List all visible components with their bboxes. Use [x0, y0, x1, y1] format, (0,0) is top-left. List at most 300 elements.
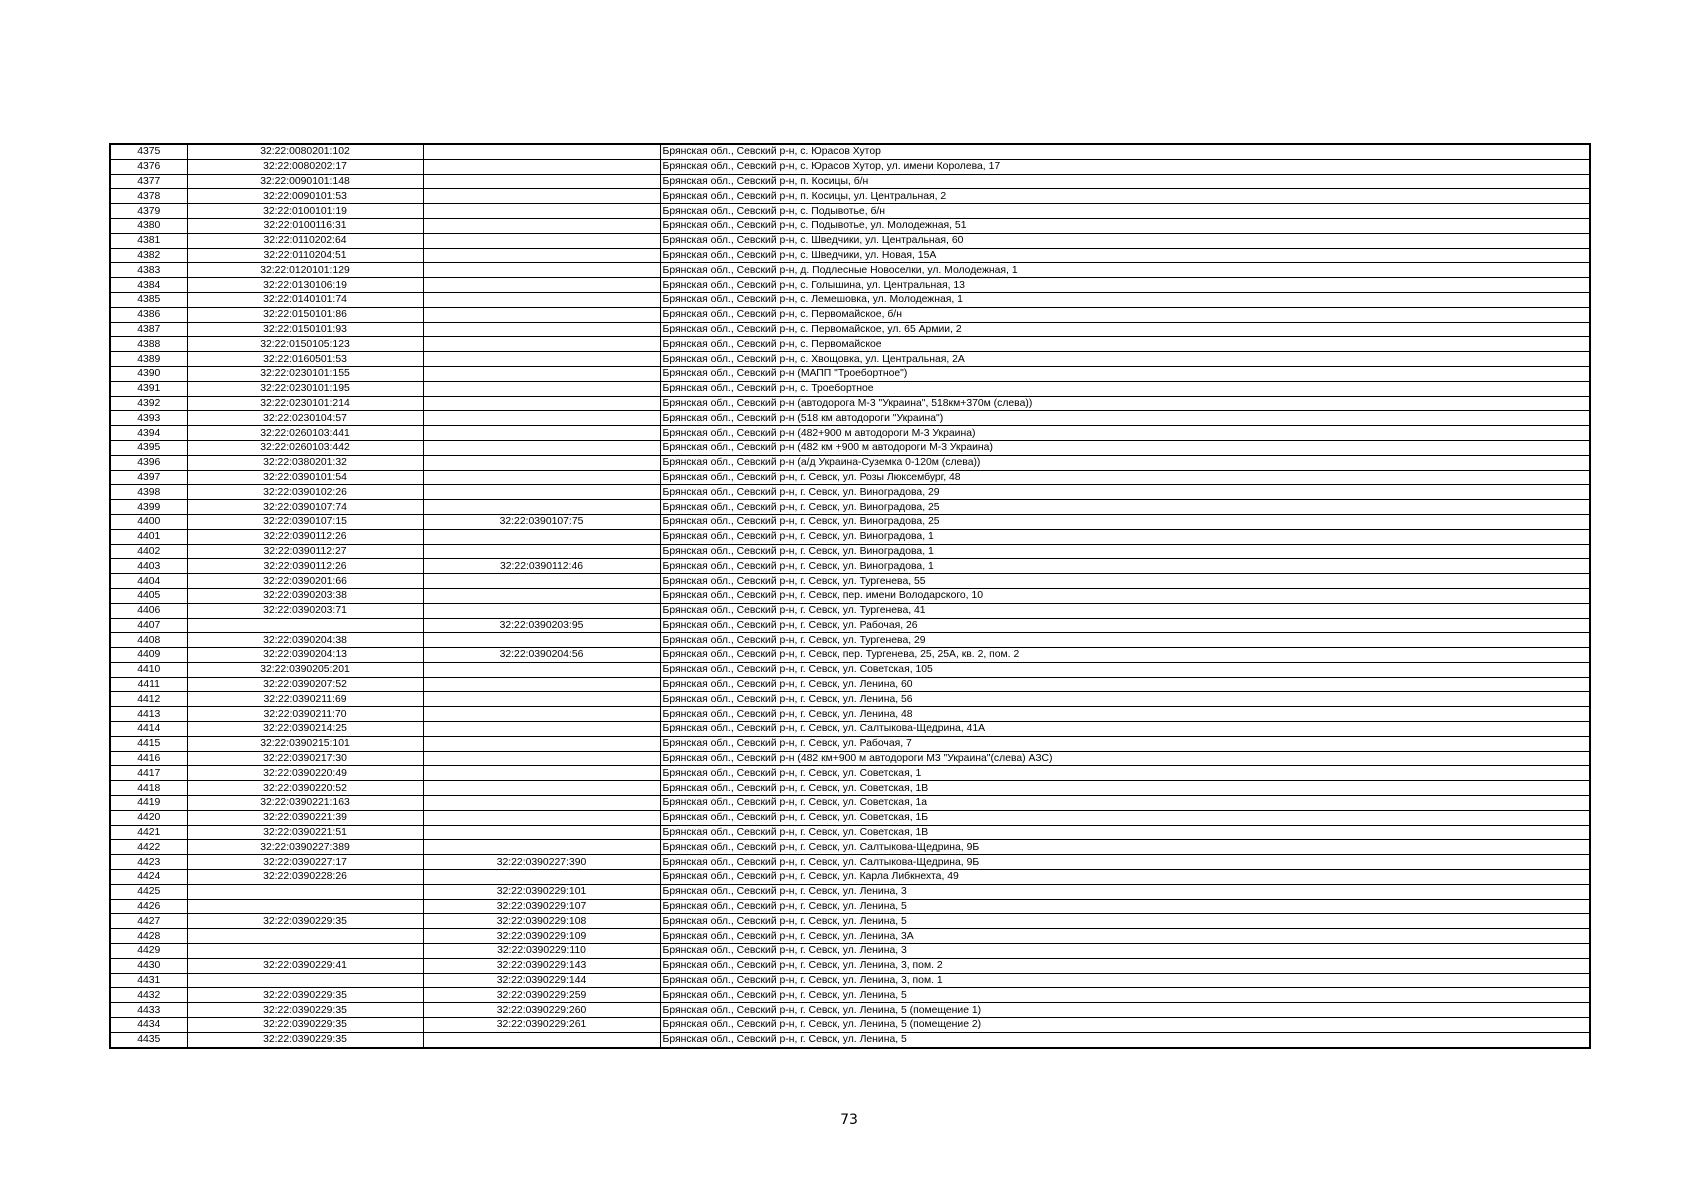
row-number-cell: 4434: [110, 1018, 187, 1033]
sub-cadastral-number-cell: 32:22:0390107:75: [423, 514, 660, 529]
address-cell: Брянская обл., Севский р-н, г. Севск, ул. Ленина, 3: [660, 884, 1590, 899]
sub-cadastral-number-cell: [423, 366, 660, 381]
address-cell: Брянская обл., Севский р-н, с. Первомайское, ул. 65 Армии, 2: [660, 322, 1590, 337]
cadastral-number-cell: 32:22:0390112:26: [187, 529, 423, 544]
table-row: [110, 766, 1590, 781]
cadastral-number-cell: 32:22:0230101:155: [187, 366, 423, 381]
table-row: [110, 411, 1590, 426]
row-number-cell: 4385: [110, 292, 187, 307]
cadastral-number-cell: 32:22:0390201:66: [187, 574, 423, 589]
row-number-cell: 4402: [110, 544, 187, 559]
address-cell: Брянская обл., Севский р-н, с. Первомайское: [660, 337, 1590, 352]
table-row: [110, 337, 1590, 352]
sub-cadastral-number-cell: 32:22:0390229:101: [423, 884, 660, 899]
cadastral-number-cell: 32:22:0090101:148: [187, 174, 423, 189]
row-number-cell: 4405: [110, 588, 187, 603]
table-row: [110, 648, 1590, 663]
address-cell: Брянская обл., Севский р-н, г. Севск, ул. Салтыкова-Щедрина, 9Б: [660, 840, 1590, 855]
row-number-cell: 4424: [110, 870, 187, 885]
sub-cadastral-number-cell: [423, 500, 660, 515]
sub-cadastral-number-cell: [423, 307, 660, 322]
table-row: [110, 736, 1590, 751]
table-row: [110, 944, 1590, 959]
address-cell: Брянская обл., Севский р-н, г. Севск, ул. Тургенева, 55: [660, 574, 1590, 589]
row-number-cell: 4379: [110, 204, 187, 219]
sub-cadastral-number-cell: [423, 411, 660, 426]
cadastral-number-cell: 32:22:0140101:74: [187, 292, 423, 307]
sub-cadastral-number-cell: [423, 233, 660, 248]
table-row: [110, 559, 1590, 574]
address-cell: Брянская обл., Севский р-н (а/д Украина-Суземка 0-120м (слева)): [660, 455, 1590, 470]
sub-cadastral-number-cell: 32:22:0390204:56: [423, 648, 660, 663]
sub-cadastral-number-cell: 32:22:0390229:143: [423, 958, 660, 973]
sub-cadastral-number-cell: 32:22:0390229:259: [423, 988, 660, 1003]
address-cell: Брянская обл., Севский р-н, д. Подлесные Новоселки, ул. Молодежная, 1: [660, 263, 1590, 278]
row-number-cell: 4382: [110, 248, 187, 263]
address-cell: Брянская обл., Севский р-н, г. Севск, пер. Тургенева, 25, 25А, кв. 2, пом. 2: [660, 648, 1590, 663]
row-number-cell: 4391: [110, 381, 187, 396]
row-number-cell: 4419: [110, 796, 187, 811]
row-number-cell: 4406: [110, 603, 187, 618]
table-row: [110, 751, 1590, 766]
table-row: [110, 988, 1590, 1003]
cadastral-number-cell: 32:22:0390227:17: [187, 855, 423, 870]
row-number-cell: 4427: [110, 914, 187, 929]
registry-table: [109, 143, 1591, 1049]
sub-cadastral-number-cell: 32:22:0390229:261: [423, 1018, 660, 1033]
sub-cadastral-number-cell: [423, 322, 660, 337]
table-row: [110, 352, 1590, 367]
row-number-cell: 4412: [110, 692, 187, 707]
table-row: [110, 307, 1590, 322]
row-number-cell: 4428: [110, 929, 187, 944]
sub-cadastral-number-cell: 32:22:0390229:260: [423, 1003, 660, 1018]
row-number-cell: 4417: [110, 766, 187, 781]
row-number-cell: 4399: [110, 500, 187, 515]
row-number-cell: 4384: [110, 278, 187, 293]
table-row: [110, 440, 1590, 455]
row-number-cell: 4411: [110, 677, 187, 692]
table-row: [110, 189, 1590, 204]
sub-cadastral-number-cell: [423, 796, 660, 811]
address-cell: Брянская обл., Севский р-н, г. Севск, ул. Ленина, 3: [660, 944, 1590, 959]
table-row: [110, 1003, 1590, 1018]
sub-cadastral-number-cell: [423, 722, 660, 737]
sub-cadastral-number-cell: [423, 662, 660, 677]
table-row: [110, 929, 1590, 944]
row-number-cell: 4432: [110, 988, 187, 1003]
table-row: [110, 233, 1590, 248]
sub-cadastral-number-cell: [423, 440, 660, 455]
sub-cadastral-number-cell: [423, 204, 660, 219]
address-cell: Брянская обл., Севский р-н, г. Севск, ул. Ленина, 5: [660, 914, 1590, 929]
cadastral-number-cell: 32:22:0080202:17: [187, 159, 423, 174]
cadastral-number-cell: 32:22:0150101:86: [187, 307, 423, 322]
table-row: [110, 973, 1590, 988]
address-cell: Брянская обл., Севский р-н, г. Севск, ул. Розы Люксембург, 48: [660, 470, 1590, 485]
row-number-cell: 4389: [110, 352, 187, 367]
address-cell: Брянская обл., Севский р-н, г. Севск, ул. Ленина, 60: [660, 677, 1590, 692]
table-row: [110, 278, 1590, 293]
address-cell: Брянская обл., Севский р-н, г. Севск, ул. Советская, 105: [660, 662, 1590, 677]
cadastral-number-cell: [187, 884, 423, 899]
sub-cadastral-number-cell: [423, 485, 660, 500]
table-row: [110, 500, 1590, 515]
table-row: [110, 662, 1590, 677]
cadastral-number-cell: 32:22:0080201:102: [187, 144, 423, 159]
table-row: [110, 144, 1590, 159]
address-cell: Брянская обл., Севский р-н (518 км автодороги "Украина"): [660, 411, 1590, 426]
table-row: [110, 722, 1590, 737]
address-cell: Брянская обл., Севский р-н, с. Юрасов Хутор, ул. имени Королева, 17: [660, 159, 1590, 174]
row-number-cell: 4400: [110, 514, 187, 529]
sub-cadastral-number-cell: [423, 292, 660, 307]
cadastral-number-cell: [187, 973, 423, 988]
table-row: [110, 574, 1590, 589]
sub-cadastral-number-cell: 32:22:0390203:95: [423, 618, 660, 633]
sub-cadastral-number-cell: [423, 455, 660, 470]
address-cell: Брянская обл., Севский р-н, с. Подывотье, ул. Молодежная, 51: [660, 218, 1590, 233]
sub-cadastral-number-cell: [423, 218, 660, 233]
address-cell: Брянская обл., Севский р-н, г. Севск, ул. Виноградова, 1: [660, 559, 1590, 574]
row-number-cell: 4396: [110, 455, 187, 470]
sub-cadastral-number-cell: [423, 337, 660, 352]
address-cell: Брянская обл., Севский р-н, с. Шведчики, ул. Новая, 15А: [660, 248, 1590, 263]
sub-cadastral-number-cell: [423, 825, 660, 840]
table-row: [110, 855, 1590, 870]
cadastral-number-cell: 32:22:0390229:41: [187, 958, 423, 973]
sub-cadastral-number-cell: [423, 707, 660, 722]
table-row: [110, 470, 1590, 485]
address-cell: Брянская обл., Севский р-н, г. Севск, ул. Советская, 1Б: [660, 810, 1590, 825]
cadastral-number-cell: 32:22:0100101:19: [187, 204, 423, 219]
row-number-cell: 4395: [110, 440, 187, 455]
sub-cadastral-number-cell: [423, 588, 660, 603]
sub-cadastral-number-cell: [423, 1032, 660, 1047]
address-cell: Брянская обл., Севский р-н, г. Севск, ул. Салтыкова-Щедрина, 9Б: [660, 855, 1590, 870]
address-cell: Брянская обл., Севский р-н, г. Севск, ул. Рабочая, 7: [660, 736, 1590, 751]
row-number-cell: 4416: [110, 751, 187, 766]
sub-cadastral-number-cell: [423, 470, 660, 485]
cadastral-number-cell: 32:22:0150105:123: [187, 337, 423, 352]
cadastral-number-cell: 32:22:0230101:195: [187, 381, 423, 396]
address-cell: Брянская обл., Севский р-н, г. Севск, ул. Салтыкова-Щедрина, 41А: [660, 722, 1590, 737]
address-cell: Брянская обл., Севский р-н, г. Севск, ул. Виноградова, 1: [660, 544, 1590, 559]
cadastral-number-cell: 32:22:0390220:52: [187, 781, 423, 796]
row-number-cell: 4390: [110, 366, 187, 381]
sub-cadastral-number-cell: [423, 692, 660, 707]
cadastral-number-cell: 32:22:0390211:69: [187, 692, 423, 707]
row-number-cell: 4386: [110, 307, 187, 322]
table-row: [110, 914, 1590, 929]
address-cell: Брянская обл., Севский р-н, г. Севск, ул. Советская, 1В: [660, 781, 1590, 796]
table-row: [110, 204, 1590, 219]
table-row: [110, 588, 1590, 603]
address-cell: Брянская обл., Севский р-н, г. Севск, ул. Ленина, 5 (помещение 2): [660, 1018, 1590, 1033]
sub-cadastral-number-cell: [423, 870, 660, 885]
address-cell: Брянская обл., Севский р-н, г. Севск, ул. Виноградова, 25: [660, 500, 1590, 515]
cadastral-number-cell: 32:22:0390221:163: [187, 796, 423, 811]
address-cell: Брянская обл., Севский р-н, с. Юрасов Хутор: [660, 144, 1590, 159]
table-row: [110, 263, 1590, 278]
row-number-cell: 4415: [110, 736, 187, 751]
row-number-cell: 4413: [110, 707, 187, 722]
table-row: [110, 396, 1590, 411]
address-cell: Брянская обл., Севский р-н, г. Севск, ул. Ленина, 56: [660, 692, 1590, 707]
cadastral-number-cell: 32:22:0390220:49: [187, 766, 423, 781]
sub-cadastral-number-cell: [423, 381, 660, 396]
cadastral-number-cell: 32:22:0390112:26: [187, 559, 423, 574]
sub-cadastral-number-cell: 32:22:0390229:108: [423, 914, 660, 929]
row-number-cell: 4381: [110, 233, 187, 248]
row-number-cell: 4418: [110, 781, 187, 796]
address-cell: Брянская обл., Севский р-н, г. Севск, ул. Ленина, 5: [660, 988, 1590, 1003]
cadastral-number-cell: 32:22:0390107:74: [187, 500, 423, 515]
cadastral-number-cell: 32:22:0150101:93: [187, 322, 423, 337]
cadastral-number-cell: 32:22:0390229:35: [187, 988, 423, 1003]
sub-cadastral-number-cell: [423, 544, 660, 559]
address-cell: Брянская обл., Севский р-н, г. Севск, пер. имени Володарского, 10: [660, 588, 1590, 603]
address-cell: Брянская обл., Севский р-н (482 км+900 м автодороги М3 "Украина"(слева) АЗС): [660, 751, 1590, 766]
address-cell: Брянская обл., Севский р-н (МАПП "Троебортное"): [660, 366, 1590, 381]
row-number-cell: 4404: [110, 574, 187, 589]
table-row: [110, 248, 1590, 263]
cadastral-number-cell: [187, 944, 423, 959]
row-number-cell: 4409: [110, 648, 187, 663]
sub-cadastral-number-cell: 32:22:0390112:46: [423, 559, 660, 574]
sub-cadastral-number-cell: [423, 677, 660, 692]
table-row: [110, 455, 1590, 470]
row-number-cell: 4422: [110, 840, 187, 855]
table-row: [110, 677, 1590, 692]
address-cell: Брянская обл., Севский р-н, п. Косицы, ул. Центральная, 2: [660, 189, 1590, 204]
table-row: [110, 159, 1590, 174]
table-row: [110, 633, 1590, 648]
row-number-cell: 4431: [110, 973, 187, 988]
address-cell: Брянская обл., Севский р-н, с. Шведчики, ул. Центральная, 60: [660, 233, 1590, 248]
address-cell: Брянская обл., Севский р-н, г. Севск, ул. Ленина, 3А: [660, 929, 1590, 944]
sub-cadastral-number-cell: [423, 840, 660, 855]
cadastral-number-cell: 32:22:0390207:52: [187, 677, 423, 692]
address-cell: Брянская обл., Севский р-н, г. Севск, ул. Тургенева, 41: [660, 603, 1590, 618]
table-row: [110, 514, 1590, 529]
cadastral-number-cell: 32:22:0260103:441: [187, 426, 423, 441]
address-cell: Брянская обл., Севский р-н, г. Севск, ул. Виноградова, 1: [660, 529, 1590, 544]
cadastral-number-cell: 32:22:0390205:201: [187, 662, 423, 677]
address-cell: Брянская обл., Севский р-н, г. Севск, ул. Ленина, 5: [660, 1032, 1590, 1047]
cadastral-number-cell: 32:22:0390214:25: [187, 722, 423, 737]
row-number-cell: 4383: [110, 263, 187, 278]
row-number-cell: 4425: [110, 884, 187, 899]
row-number-cell: 4377: [110, 174, 187, 189]
address-cell: Брянская обл., Севский р-н, г. Севск, ул. Ленина, 5 (помещение 1): [660, 1003, 1590, 1018]
cadastral-number-cell: 32:22:0090101:53: [187, 189, 423, 204]
cadastral-number-cell: 32:22:0390229:35: [187, 1018, 423, 1033]
row-number-cell: 4429: [110, 944, 187, 959]
row-number-cell: 4393: [110, 411, 187, 426]
cadastral-number-cell: 32:22:0230104:57: [187, 411, 423, 426]
registry-table-body: [110, 144, 1590, 1048]
table-row: [110, 810, 1590, 825]
table-row: [110, 322, 1590, 337]
sub-cadastral-number-cell: 32:22:0390229:144: [423, 973, 660, 988]
address-cell: Брянская обл., Севский р-н, с. Голышина, ул. Центральная, 13: [660, 278, 1590, 293]
cadastral-number-cell: 32:22:0230101:214: [187, 396, 423, 411]
sub-cadastral-number-cell: [423, 144, 660, 159]
table-row: [110, 1018, 1590, 1033]
cadastral-number-cell: 32:22:0390203:71: [187, 603, 423, 618]
cadastral-number-cell: 32:22:0390229:35: [187, 1032, 423, 1047]
table-row: [110, 796, 1590, 811]
sub-cadastral-number-cell: [423, 159, 660, 174]
cadastral-number-cell: 32:22:0390112:27: [187, 544, 423, 559]
sub-cadastral-number-cell: [423, 174, 660, 189]
address-cell: Брянская обл., Севский р-н, г. Севск, ул. Советская, 1В: [660, 825, 1590, 840]
address-cell: Брянская обл., Севский р-н, г. Севск, ул. Тургенева, 29: [660, 633, 1590, 648]
sub-cadastral-number-cell: 32:22:0390229:109: [423, 929, 660, 944]
sub-cadastral-number-cell: [423, 352, 660, 367]
cadastral-number-cell: 32:22:0390229:35: [187, 914, 423, 929]
row-number-cell: 4420: [110, 810, 187, 825]
table-row: [110, 707, 1590, 722]
sub-cadastral-number-cell: [423, 248, 660, 263]
sub-cadastral-number-cell: [423, 810, 660, 825]
row-number-cell: 4394: [110, 426, 187, 441]
cadastral-number-cell: 32:22:0120101:129: [187, 263, 423, 278]
row-number-cell: 4392: [110, 396, 187, 411]
row-number-cell: 4375: [110, 144, 187, 159]
table-row: [110, 603, 1590, 618]
cadastral-number-cell: 32:22:0390204:13: [187, 648, 423, 663]
row-number-cell: 4421: [110, 825, 187, 840]
row-number-cell: 4430: [110, 958, 187, 973]
cadastral-number-cell: 32:22:0110204:51: [187, 248, 423, 263]
sub-cadastral-number-cell: [423, 529, 660, 544]
cadastral-number-cell: [187, 929, 423, 944]
cadastral-number-cell: 32:22:0390102:26: [187, 485, 423, 500]
sub-cadastral-number-cell: [423, 781, 660, 796]
cadastral-number-cell: 32:22:0390228:26: [187, 870, 423, 885]
row-number-cell: 4433: [110, 1003, 187, 1018]
registry-sheet: [109, 143, 1589, 1049]
table-row: [110, 174, 1590, 189]
sub-cadastral-number-cell: [423, 751, 660, 766]
address-cell: Брянская обл., Севский р-н, г. Севск, ул. Ленина, 5: [660, 899, 1590, 914]
address-cell: Брянская обл., Севский р-н, г. Севск, ул. Виноградова, 25: [660, 514, 1590, 529]
sub-cadastral-number-cell: [423, 574, 660, 589]
address-cell: Брянская обл., Севский р-н (482 км +900 м автодороги М-3 Украина): [660, 440, 1590, 455]
table-row: [110, 544, 1590, 559]
address-cell: Брянская обл., Севский р-н, г. Севск, ул. Виноградова, 29: [660, 485, 1590, 500]
table-row: [110, 870, 1590, 885]
sub-cadastral-number-cell: [423, 189, 660, 204]
address-cell: Брянская обл., Севский р-н, г. Севск, ул. Ленина, 3, пом. 1: [660, 973, 1590, 988]
address-cell: Брянская обл., Севский р-н, г. Севск, ул. Ленина, 3, пом. 2: [660, 958, 1590, 973]
table-row: [110, 366, 1590, 381]
cadastral-number-cell: 32:22:0110202:64: [187, 233, 423, 248]
sub-cadastral-number-cell: [423, 263, 660, 278]
row-number-cell: 4435: [110, 1032, 187, 1047]
cadastral-number-cell: 32:22:0130106:19: [187, 278, 423, 293]
cadastral-number-cell: [187, 618, 423, 633]
cadastral-number-cell: 32:22:0100116:31: [187, 218, 423, 233]
row-number-cell: 4414: [110, 722, 187, 737]
row-number-cell: 4407: [110, 618, 187, 633]
address-cell: Брянская обл., Севский р-н, г. Севск, ул. Рабочая, 26: [660, 618, 1590, 633]
row-number-cell: 4423: [110, 855, 187, 870]
address-cell: Брянская обл., Севский р-н, г. Севск, ул. Карла Либкнехта, 49: [660, 870, 1590, 885]
table-row: [110, 781, 1590, 796]
address-cell: Брянская обл., Севский р-н, г. Севск, ул. Ленина, 48: [660, 707, 1590, 722]
sub-cadastral-number-cell: [423, 766, 660, 781]
cadastral-number-cell: 32:22:0390203:38: [187, 588, 423, 603]
row-number-cell: 4403: [110, 559, 187, 574]
row-number-cell: 4388: [110, 337, 187, 352]
cadastral-number-cell: 32:22:0390107:15: [187, 514, 423, 529]
row-number-cell: 4397: [110, 470, 187, 485]
table-row: [110, 958, 1590, 973]
sub-cadastral-number-cell: [423, 278, 660, 293]
sub-cadastral-number-cell: 32:22:0390227:390: [423, 855, 660, 870]
table-row: [110, 618, 1590, 633]
cadastral-number-cell: 32:22:0390217:30: [187, 751, 423, 766]
address-cell: Брянская обл., Севский р-н, с. Лемешовка, ул. Молодежная, 1: [660, 292, 1590, 307]
cadastral-number-cell: 32:22:0260103:442: [187, 440, 423, 455]
sub-cadastral-number-cell: [423, 736, 660, 751]
cadastral-number-cell: 32:22:0390211:70: [187, 707, 423, 722]
row-number-cell: 4401: [110, 529, 187, 544]
cadastral-number-cell: 32:22:0390204:38: [187, 633, 423, 648]
cadastral-number-cell: 32:22:0390229:35: [187, 1003, 423, 1018]
cadastral-number-cell: 32:22:0390221:51: [187, 825, 423, 840]
table-row: [110, 825, 1590, 840]
cadastral-number-cell: 32:22:0390101:54: [187, 470, 423, 485]
table-row: [110, 899, 1590, 914]
page-number: 73: [840, 1112, 858, 1128]
table-row: [110, 840, 1590, 855]
sub-cadastral-number-cell: [423, 633, 660, 648]
row-number-cell: 4426: [110, 899, 187, 914]
address-cell: Брянская обл., Севский р-н (482+900 м автодороги М-3 Украина): [660, 426, 1590, 441]
address-cell: Брянская обл., Севский р-н, с. Троебортное: [660, 381, 1590, 396]
address-cell: Брянская обл., Севский р-н, п. Косицы, б/н: [660, 174, 1590, 189]
cadastral-number-cell: 32:22:0380201:32: [187, 455, 423, 470]
address-cell: Брянская обл., Севский р-н, с. Первомайское, б/н: [660, 307, 1590, 322]
row-number-cell: 4380: [110, 218, 187, 233]
address-cell: Брянская обл., Севский р-н, г. Севск, ул. Советская, 1: [660, 766, 1590, 781]
table-row: [110, 884, 1590, 899]
cadastral-number-cell: 32:22:0390221:39: [187, 810, 423, 825]
sub-cadastral-number-cell: [423, 603, 660, 618]
table-row: [110, 529, 1590, 544]
table-row: [110, 381, 1590, 396]
table-row: [110, 692, 1590, 707]
address-cell: Брянская обл., Севский р-н (автодорога М-3 "Украина", 518км+370м (слева)): [660, 396, 1590, 411]
sub-cadastral-number-cell: 32:22:0390229:107: [423, 899, 660, 914]
row-number-cell: 4387: [110, 322, 187, 337]
cadastral-number-cell: 32:22:0160501:53: [187, 352, 423, 367]
cadastral-number-cell: 32:22:0390215:101: [187, 736, 423, 751]
row-number-cell: 4410: [110, 662, 187, 677]
address-cell: Брянская обл., Севский р-н, г. Севск, ул. Советская, 1а: [660, 796, 1590, 811]
sub-cadastral-number-cell: [423, 396, 660, 411]
address-cell: Брянская обл., Севский р-н, с. Хвощовка, ул. Центральная, 2А: [660, 352, 1590, 367]
table-row: [110, 426, 1590, 441]
table-row: [110, 1032, 1590, 1047]
address-cell: Брянская обл., Севский р-н, с. Подывотье, б/н: [660, 204, 1590, 219]
row-number-cell: 4376: [110, 159, 187, 174]
sub-cadastral-number-cell: 32:22:0390229:110: [423, 944, 660, 959]
